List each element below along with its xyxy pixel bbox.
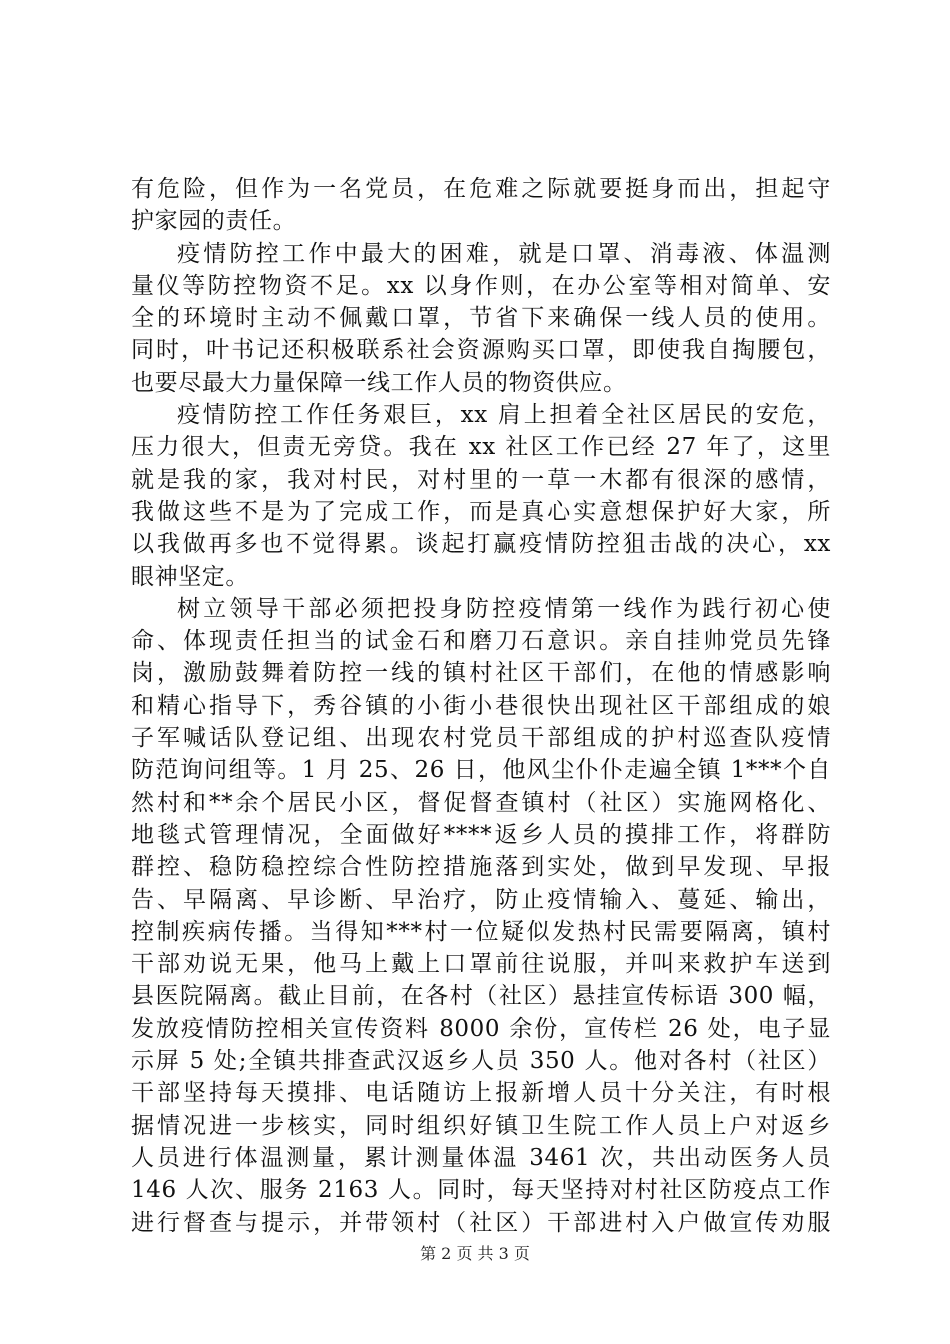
text-line: 人员进行体温测量，累计测量体温 3461 次，共出动医务人员 — [131, 1144, 831, 1171]
text-line: 然村和**余个居民小区，督促督查镇村（社区）实施网格化、 — [131, 789, 831, 816]
text-line: 群控、稳防稳控综合性防控措施落到实处，做到早发现、早报 — [131, 854, 831, 881]
text-line: 干部坚持每天摸排、电话随访上报新增人员十分关注，有时根 — [131, 1080, 831, 1107]
text-line: 疫情防控工作中最大的困难，就是口罩、消毒液、体温测 — [177, 240, 831, 267]
page-footer: 第 2 页 共 3 页 — [420, 1244, 530, 1263]
text-line: 进行督查与提示，并带领村（社区）干部进村入户做宣传劝服 — [131, 1209, 831, 1236]
text-line: 发放疫情防控相关宣传资料 8000 余份，宣传栏 26 处，电子显 — [131, 1015, 831, 1042]
text-line: 有危险，但作为一名党员，在危难之际就要挺身而出，担起守 — [131, 176, 831, 202]
text-line: 命、体现责任担当的试金石和磨刀石意识。亲自挂帅党员先锋 — [131, 628, 831, 655]
text-line: 子军喊话队登记组、出现农村党员干部组成的护村巡查队疫情 — [131, 725, 831, 752]
text-line: 146 人次、服务 2163 人。同时，每天坚持对村社区防疫点工作 — [131, 1177, 831, 1204]
text-line: 防范询问组等。1 月 25、26 日，他风尘仆仆走遍全镇 1***个自 — [131, 757, 831, 784]
text-line: 示屏 5 处;全镇共排查武汉返乡人员 350 人。他对各村（社区） — [131, 1048, 831, 1075]
text-line: 县医院隔离。截止目前，在各村（社区）悬挂宣传标语 300 幅， — [131, 983, 831, 1010]
text-line: 就是我的家，我对村民，对村里的一草一木都有很深的感情， — [131, 466, 831, 493]
text-line: 树立领导干部必须把投身防控疫情第一线作为践行初心使 — [177, 595, 831, 622]
document-body — [131, 173, 831, 1239]
text-line: 我做这些不是为了完成工作，而是真心实意想保护好大家，所 — [131, 498, 831, 525]
text-line: 也要尽最大力量保障一线工作人员的物资供应。 — [131, 369, 627, 396]
text-line: 压力很大，但责无旁贷。我在 xx 社区工作已经 27 年了，这里 — [131, 434, 831, 461]
text-line: 眼神坚定。 — [131, 563, 249, 590]
text-line: 全的环境时主动不佩戴口罩，节省下来确保一线人员的使用。 — [131, 305, 831, 332]
text-line: 疫情防控工作任务艰巨，xx 肩上担着全社区居民的安危， — [177, 402, 831, 429]
text-line: 岗，激励鼓舞着防控一线的镇村社区干部们，在他的情感影响 — [131, 660, 831, 687]
text-line: 告、早隔离、早诊断、早治疗，防止疫情输入、蔓延、输出， — [131, 886, 831, 913]
text-line: 地毯式管理情况，全面做好****返乡人员的摸排工作，将群防 — [131, 821, 831, 848]
text-line: 量仪等防控物资不足。xx 以身作则，在办公室等相对简单、安 — [131, 272, 831, 299]
text-line: 同时，叶书记还积极联系社会资源购买口罩，即使我自掏腰包， — [131, 337, 831, 364]
text-line: 护家园的责任。 — [131, 208, 297, 235]
text-line: 控制疾病传播。当得知***村一位疑似发热村民需要隔离，镇村 — [131, 918, 831, 945]
text-line: 以我做再多也不觉得累。谈起打赢疫情防控狙击战的决心，xx — [131, 531, 831, 558]
text-line: 干部劝说无果，他马上戴上口罩前往说服，并叫来救护车送到 — [131, 951, 831, 978]
text-line: 和精心指导下，秀谷镇的小街小巷很快出现社区干部组成的娘 — [131, 692, 831, 719]
text-line: 据情况进一步核实，同时组织好镇卫生院工作人员上户对返乡 — [131, 1112, 831, 1139]
